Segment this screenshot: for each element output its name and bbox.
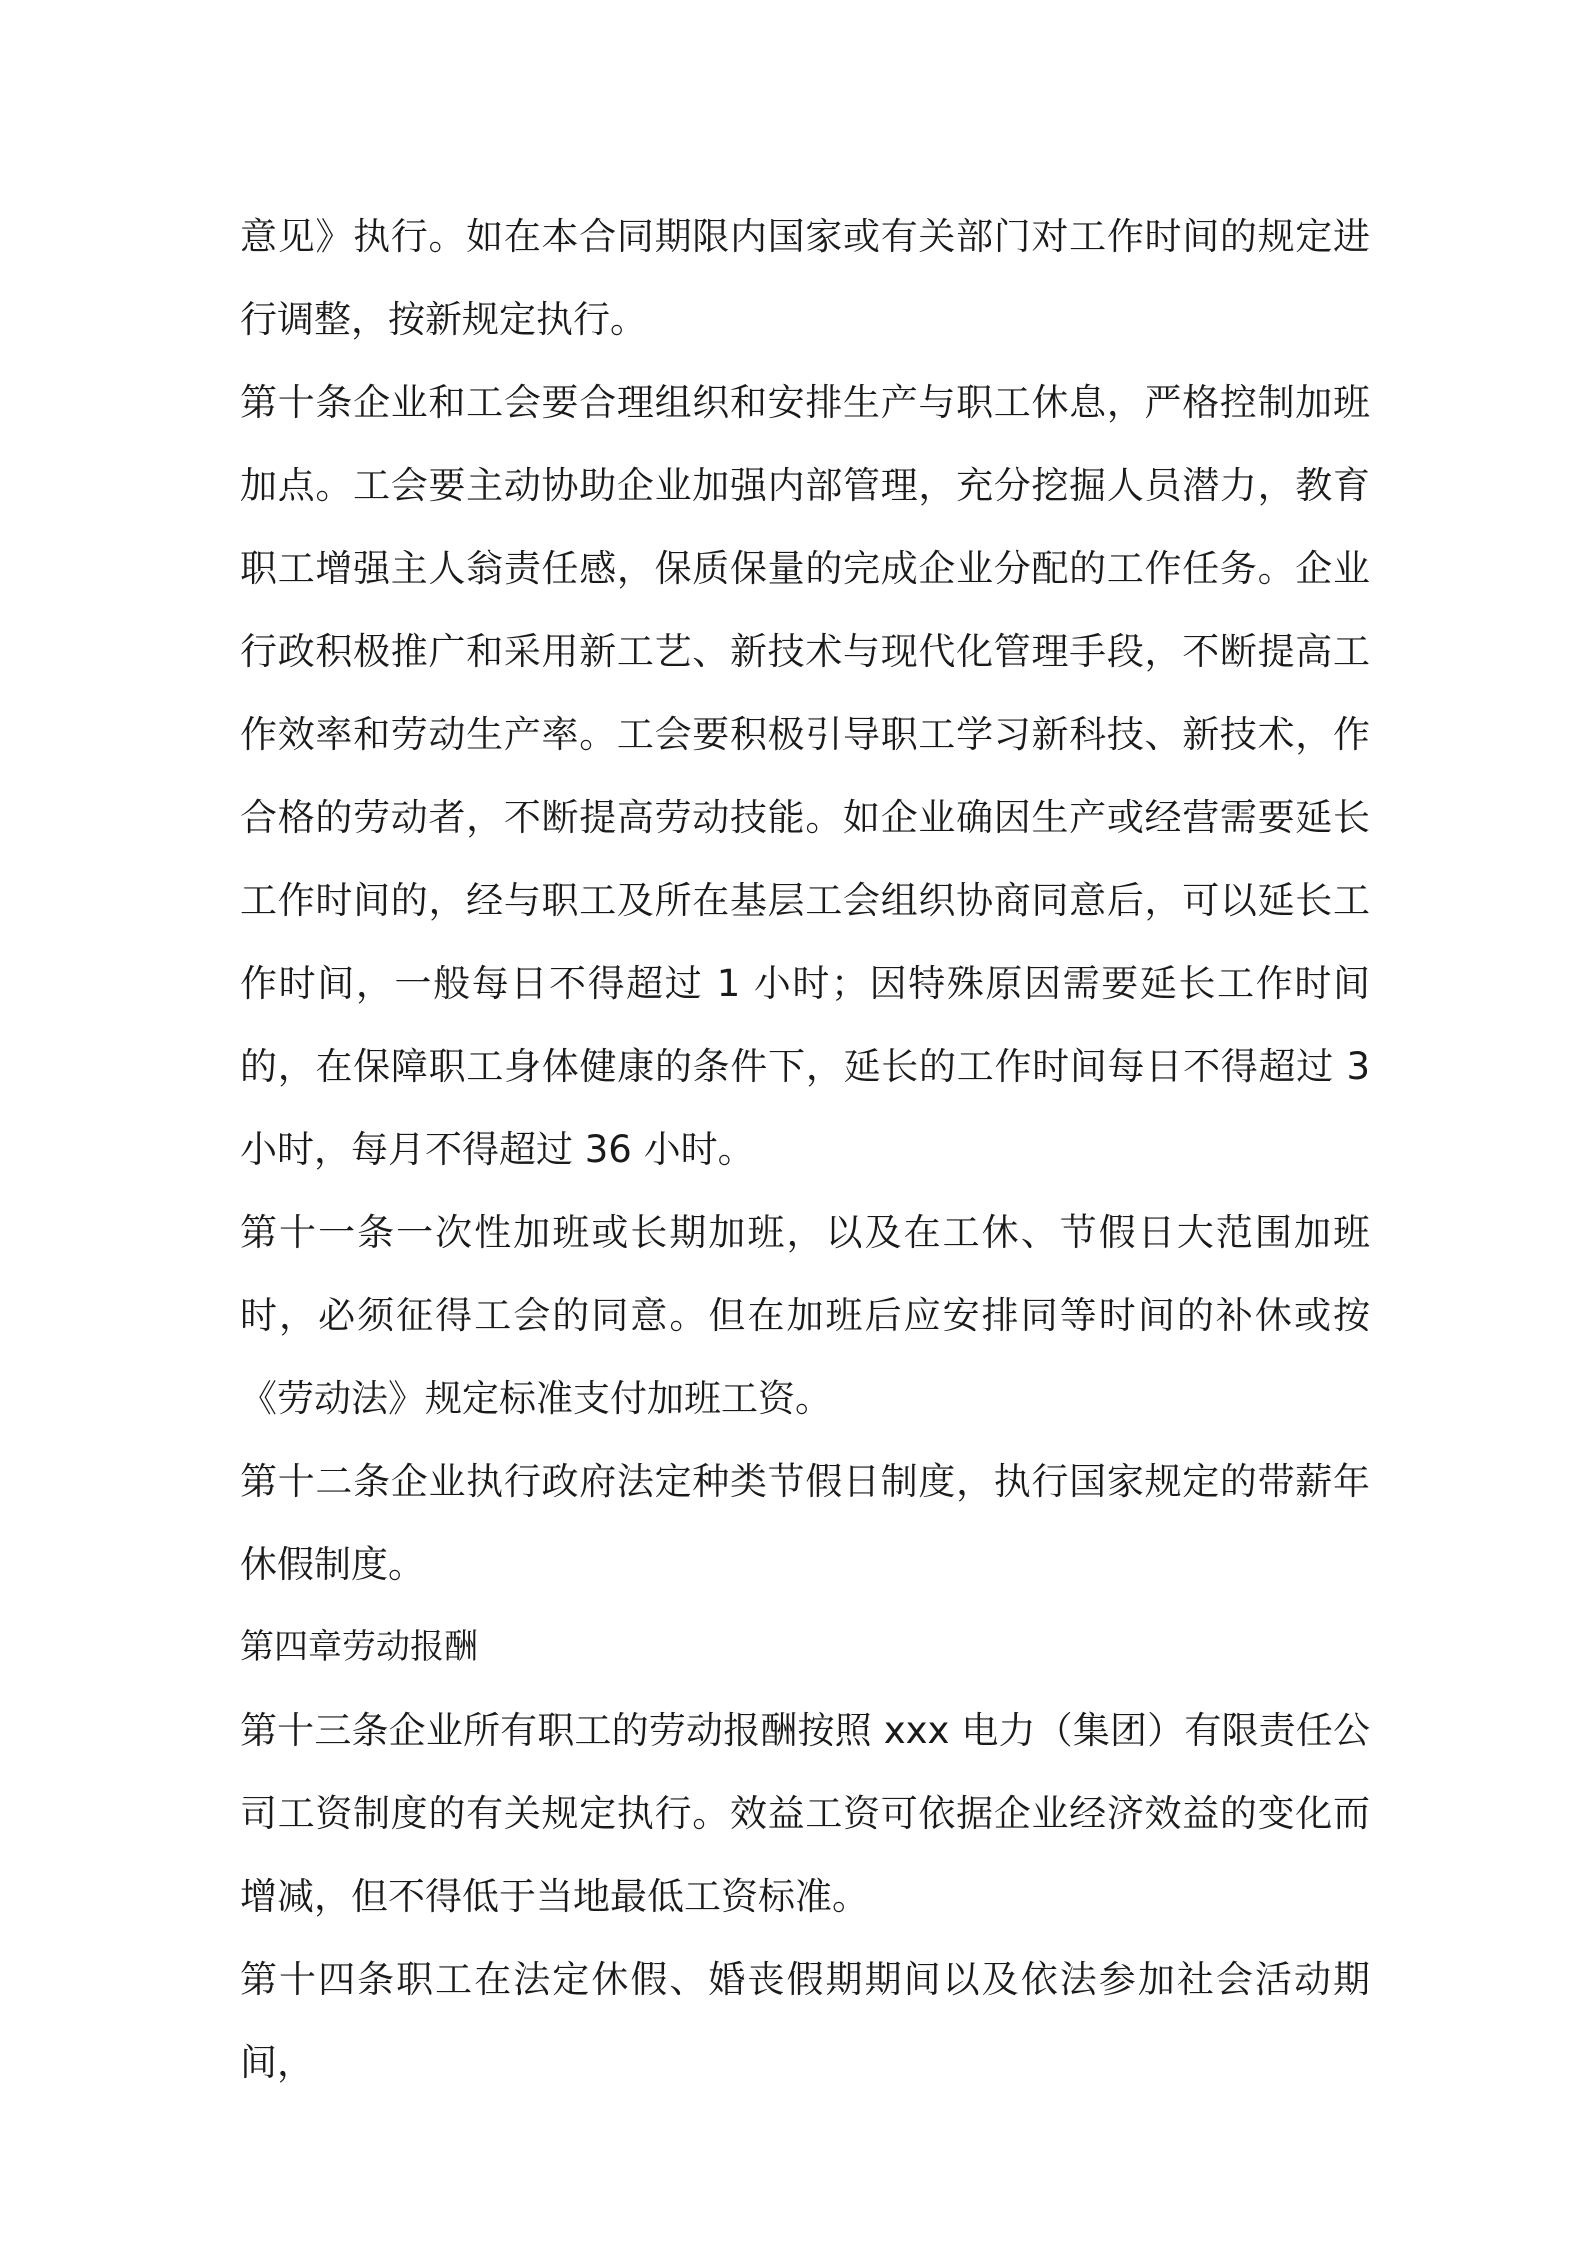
paragraph-work-hours-adjustment: 意见》执行。如在本合同期限内国家或有关部门对工作时间的规定进行调整，按新规定执行。 <box>240 215 1370 341</box>
paragraph-article-13: 第十三条企业所有职工的劳动报酬按照 xxx 电力（集团）有限责任公司工资制度的有关规定执行。效益工资可依据企业经济效益的变化而增减，但不得低于当地最低工资标准。 <box>240 1709 1370 1918</box>
paragraph-article-12: 第十二条企业执行政府法定种类节假日制度，执行国家规定的带薪年休假制度。 <box>240 1460 1370 1586</box>
document-body <box>240 195 1370 2104</box>
paragraph-article-14: 第十四条职工在法定休假、婚丧假期期间以及依法参加社会活动期间， <box>240 1958 1370 2084</box>
chapter-heading: 第四章劳动报酬 <box>240 1627 478 1667</box>
paragraph-article-11: 第十一条一次性加班或长期加班，以及在工休、节假日大范围加班时，必须征得工会的同意。但在加班后应安排同等时间的补休或按《劳动法》规定标准支付加班工资。 <box>240 1211 1370 1420</box>
paragraph-article-10: 第十条企业和工会要合理组织和安排生产与职工休息，严格控制加班加点。工会要主动协助企业加强内部管理，充分挖掘人员潜力，教育职工增强主人翁责任感，保质保量的完成企业分配的工作任务。企业行政积极推广和采用新工艺、新技术与现代化管理手段，不断提高工作效率和劳动生产率。工会要积极引导职工学习新科技、新技术，作合格的劳动者，不断提高劳动技能。如企业确因生产或经营需要延长工作时间的，经与职工及所在基层工会组织协商同意后，可以延长工作时间，一般每日不得超过 1 小时；因特殊原因需要延长工作时间的，在保障职工身体健康的条件下，延长的工作时间每日不得超过 3 小时，每月不得超过 36 小时。 <box>240 381 1370 1171</box>
